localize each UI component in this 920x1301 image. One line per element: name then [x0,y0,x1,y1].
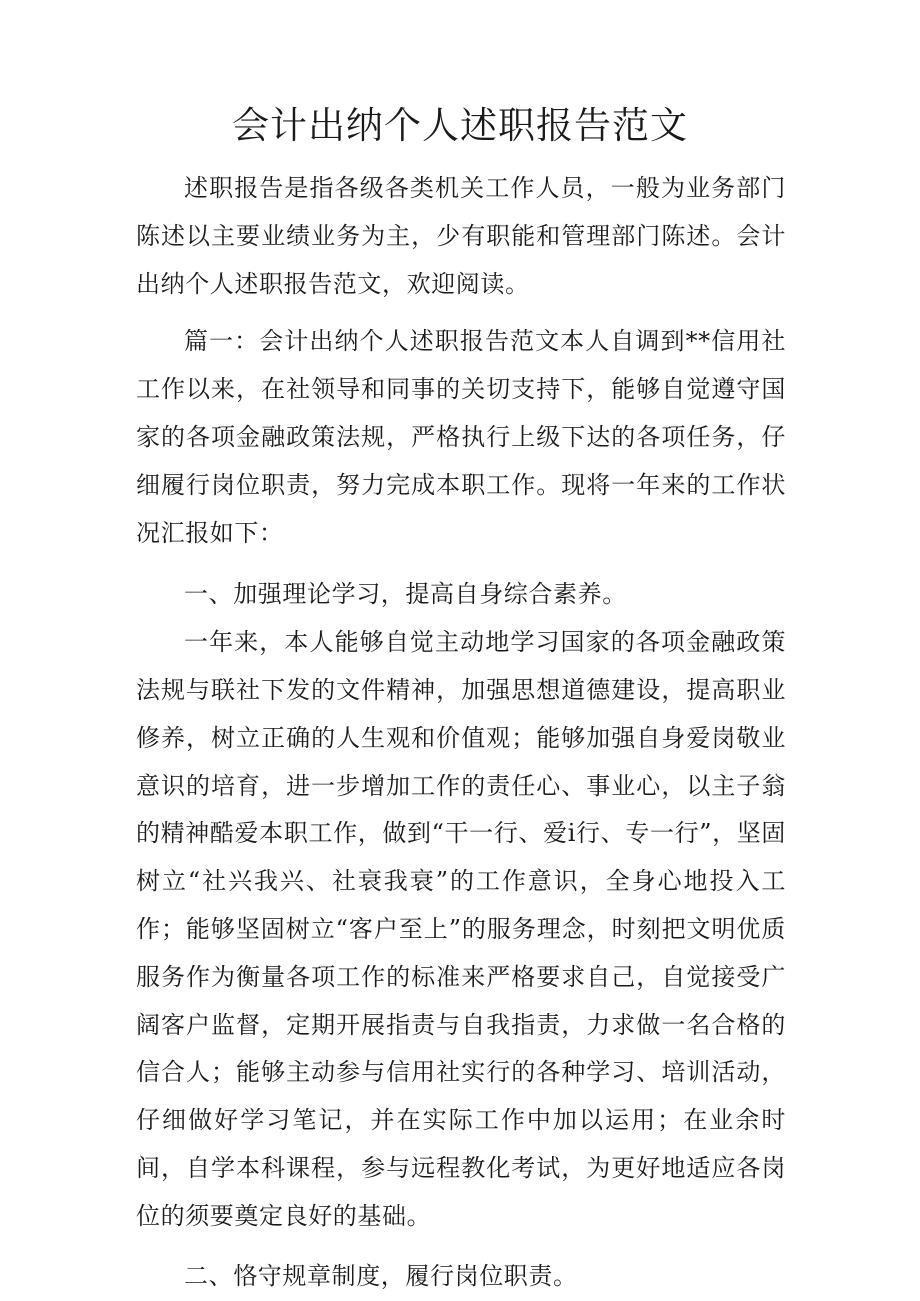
document-title: 会计出纳个人述职报告范文 [232,104,688,147]
theory-study-paragraph: 一年来，本人能够自觉主动地学习国家的各项金融政策法规与联社下发的文件精神，加强思想道德建设，提高职业修养，树立正确的人生观和价值观；能够加强自身爱岗敬业意识的培育，进一步增加工作的责任心、事业心，以主子翁的精神酷爱本职工作，做到“干一行、爱i行、专一行”，坚固树立“社兴我兴、社衰我衰”的工作意识，全身心地投入工作；能够坚固树立“客户至上”的服务理念，时刻把文明优质服务作为衡量各项工作的标准来严格要求自己，自觉接受广阔客户监督，定期开展指责与自我指责，力求做一名合格的信合人；能够主动参与信用社实行的各种学习、培训活动，仔细做好学习笔记，并在实际工作中加以运用；在业余时间，自学本科课程，参与远程教化考试，为更好地适应各岗位的须要奠定良好的基础。 [136,628,786,1230]
heading-theory-study: 一、加强理论学习，提高自身综合素养。 [184,580,627,609]
document-body [136,165,786,1300]
intro-paragraph: 述职报告是指各级各类机关工作人员，一般为业务部门陈述以主要业绩业务为主，少有职能和管理部门陈述。会计出纳个人述职报告范文，欢迎阅读。 [136,174,786,298]
heading-rules-duties: 二、恪守规章制度，履行岗位职责。 [184,1261,578,1290]
section-one-paragraph: 篇一：会计出纳个人述职报告范文本人自调到**信用社工作以来，在社领导和同事的关切支持下，能够自觉遵守国家的各项金融政策法规，严格执行上级下达的各项任务，仔细履行岗位职责，努力完成本职工作。现将一年来的工作状况汇报如下： [136,327,786,547]
